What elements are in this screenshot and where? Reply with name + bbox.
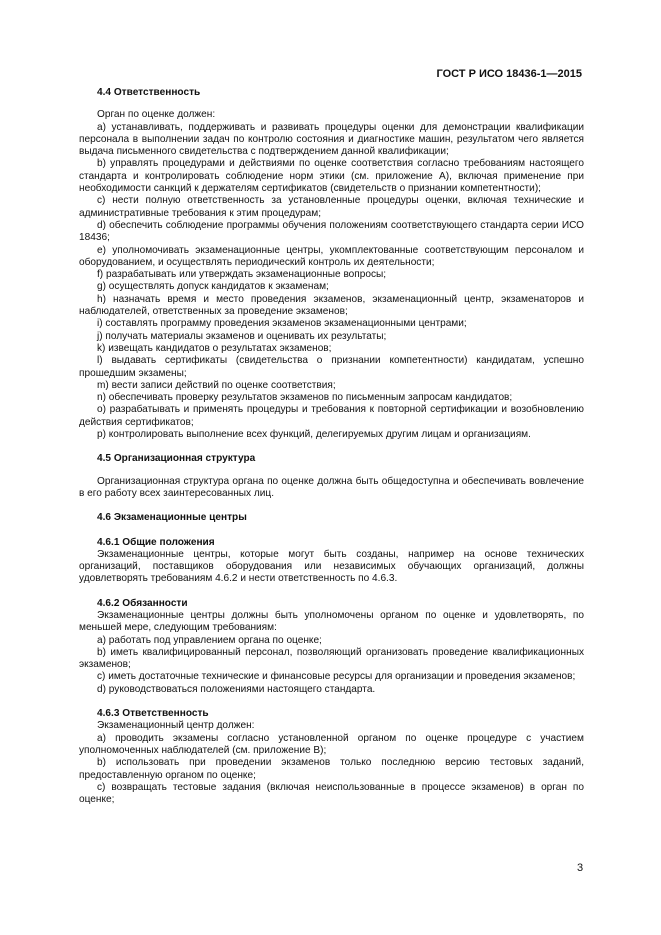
section-4-4-intro: Орган по оценке должен: <box>97 109 216 121</box>
list-item: b) управлять процедурами и действиями по оценке соответствия согласно требованиям настоящего стандарта и контролировать соблюдение норм этики (см. приложение А), включая применение при необходимости санкций к держателям сертификатов (свидетельств о признании компетентности); <box>79 158 584 195</box>
list-item: c) возвращать тестовые задания (включая неиспользованные в процессе экзаменов) в орган по оценке; <box>79 781 584 806</box>
section-4-6-1-text: Экзаменационные центры, которые могут быть созданы, например на основе технических организаций, поставщиков оборудования или независимых обучающих организаций, должны удовлетворять требованиям 4.6.2 и нести ответственность по 4.6.3. <box>79 548 584 585</box>
document-header: ГОСТ Р ИСО 18436-1—2015 <box>436 68 582 80</box>
section-4-6-title: 4.6 Экзаменационные центры <box>97 512 247 524</box>
list-item: o) разрабатывать и применять процедуры и требования к повторной сертификации и возобновлению действия сертификатов; <box>79 404 584 428</box>
list-item: m) вести записи действий по оценке соответствия; <box>97 379 336 391</box>
list-item: n) обеспечивать проверку результатов экзаменов по письменным запросам кандидатов; <box>97 392 513 404</box>
list-item: e) уполномочивать экзаменационные центры, укомплектованные соответствующим персоналом и оборудованием, и осуществлять периодический контроль их деятельности; <box>79 244 584 268</box>
list-item: h) назначать время и место проведения экзаменов, экзаменационный центр, экзаменаторов и наблюдателей, ответственных за проведение экзаменов; <box>79 293 584 318</box>
section-4-6-1-title: 4.6.1 Общие положения <box>97 536 215 548</box>
list-item: f) разрабатывать или утверждать экзаменационные вопросы; <box>97 269 387 281</box>
section-4-4-title: 4.4 Ответственность <box>97 87 201 98</box>
list-item: i) составлять программу проведения экзаменов экзаменационными центрами; <box>97 318 467 330</box>
list-item: a) работать под управлением органа по оценке; <box>97 634 322 646</box>
section-4-6-2-intro: Экзаменационные центры должны быть уполномочены органом по оценке и удовлетворять, по меньшей мере, следующим требованиям: <box>79 609 584 634</box>
list-item: k) извещать кандидатов о результатах экзаменов; <box>97 342 332 354</box>
list-item: c) нести полную ответственность за установленные процедуры оценки, включая технические и административные требования к этим процедурам; <box>79 195 584 219</box>
section-4-6-3-title: 4.6.3 Ответственность <box>97 708 209 720</box>
list-item: b) использовать при проведении экзаменов только последнюю версию тестовых заданий, предоставленную органом по оценке; <box>79 757 584 781</box>
list-item: b) иметь квалифицированный персонал, позволяющий организовать проведение квалификационных экзаменов; <box>79 646 584 671</box>
list-item: d) обеспечить соблюдение программы обучения положениям соответствующего стандарта серии ИСО 18436; <box>79 219 584 244</box>
list-item: a) проводить экзамены согласно установленной органом по оценке процедуре с участием уполномоченных наблюдателей (см. приложение В); <box>79 732 584 756</box>
section-4-5-text: Организационная структура органа по оценке должна быть общедоступна и обеспечивать вовлечение в его работу всех заинтересованных лиц. <box>79 475 584 499</box>
list-item: c) иметь достаточные технические и финансовые ресурсы для организации и проведения экзаменов; <box>97 671 576 683</box>
list-item: l) выдавать сертификаты (свидетельства о признании компетентности) кандидатам, успешно прошедшим экзамены; <box>79 355 584 379</box>
section-4-6-3-intro: Экзаменационный центр должен: <box>97 720 255 732</box>
list-item: g) осуществлять допуск кандидатов к экзаменам; <box>97 281 329 293</box>
list-item: p) контролировать выполнение всех функций, делегируемых другим лицам и организациям. <box>97 429 531 441</box>
section-4-5-title: 4.5 Организационная структура <box>97 453 256 465</box>
list-item: a) устанавливать, поддерживать и развивать процедуры оценки для демонстрации квалификации персонала в выполнении задач по контролю состояния и диагностике машин, результатом чего является выдача письменного свидетельства с подтверждением данной квалификации; <box>79 121 584 158</box>
list-item: j) получать материалы экзаменов и оценивать их результаты; <box>97 330 387 342</box>
section-4-6-2-title: 4.6.2 Обязанности <box>97 597 188 609</box>
page-content <box>79 87 584 806</box>
page-number: 3 <box>577 862 584 874</box>
list-item: d) руководствоваться положениями настоящего стандарта. <box>97 683 376 695</box>
